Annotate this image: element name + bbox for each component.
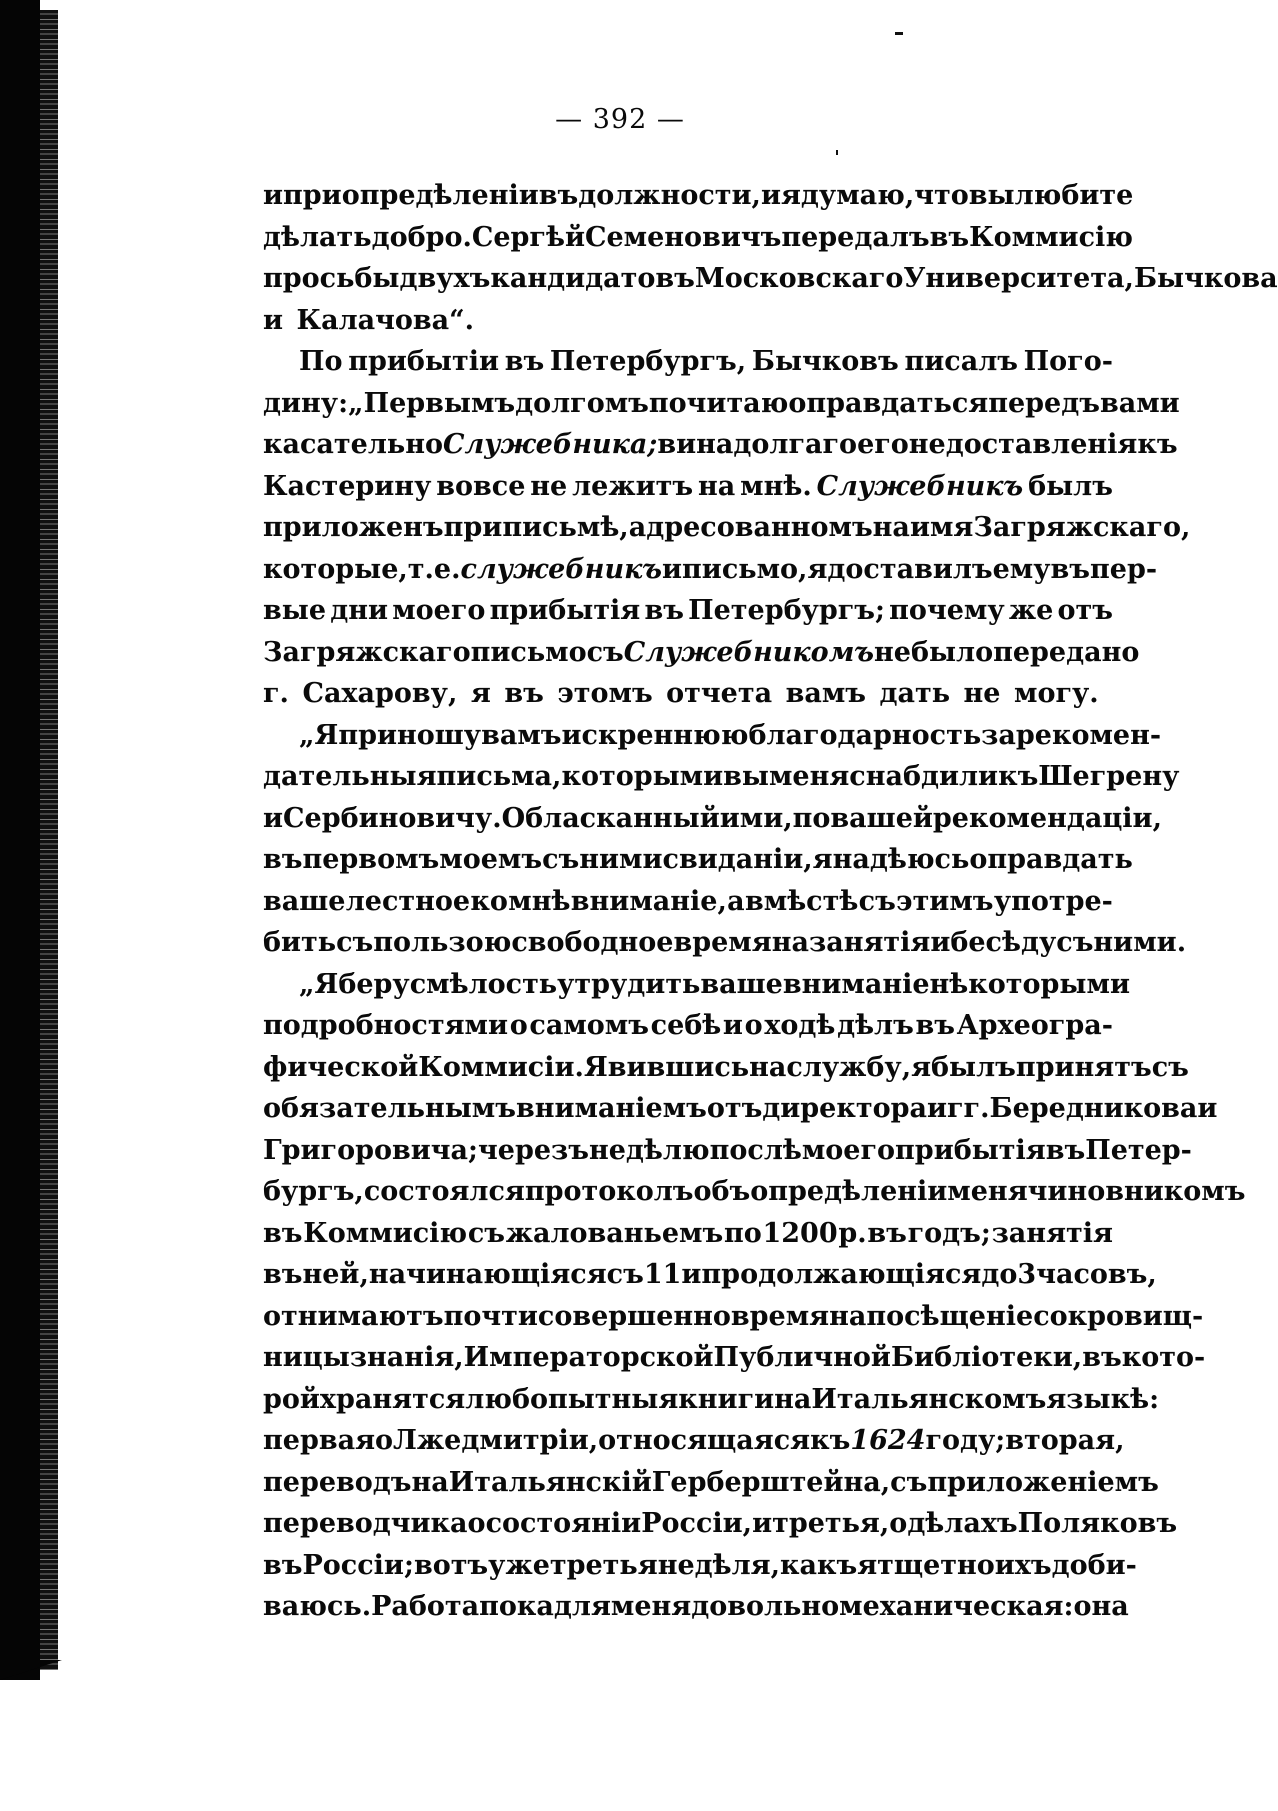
text-line: бить съ пользою свободное время на занятія и бесѣду съ ними. <box>263 927 1187 958</box>
text-line: Григоровича; черезъ недѣлю послѣ моего прибытія въ Петер- <box>263 1134 1192 1166</box>
text-line: „Я беру смѣлость утрудить ваше вниманіе нѣкоторыми <box>299 968 1130 1000</box>
text-line: дину: „Первымъ долгомъ почитаю оправдаться передъ вами <box>263 387 1180 419</box>
text-line: просьбы двухъ кандидатовъ Московскаго Университета, Бычкова <box>263 263 1278 294</box>
text-line: вые дни моего прибытія въ Петербургъ; почему же отъ <box>263 595 1113 626</box>
text-line: „Я приношу вамъ искреннюю благодарность за рекомен- <box>299 719 1162 751</box>
text-line: касательно Служебника; вина долгаго его недоставленія къ <box>263 429 1178 460</box>
text-line: обязательнымъ вниманіемъ отъ директора и гг. Бередникова и <box>263 1093 1218 1124</box>
text-line: Кастерину вовсе не лежитъ на мнѣ. Служебникъ былъ <box>263 470 1113 502</box>
spine-texture <box>40 10 58 1670</box>
text-line: въ первомъ моемъ съ ними свиданіи, я надѣюсь оправдать <box>263 844 1133 875</box>
spine-shadow <box>0 0 40 1680</box>
text-line: въ ней, начинающіяся съ 11 и продолжающіяся до 3 часовъ, <box>263 1259 1157 1290</box>
page-number: — 392 — <box>555 104 685 135</box>
text-line: первая о Лжедмитріи, относящаяся къ 1624 году; вторая, <box>263 1425 1125 1456</box>
text-line: ваюсь. Работа пока для меня довольно механическая: она <box>263 1591 1129 1622</box>
text-line: ваше лестное ко мнѣ вниманіе, а вмѣстѣ съ этимъ употре- <box>263 885 1113 917</box>
text-line: приложенъ при письмѣ, адресованномъ на имя Загряжскаго, <box>263 512 1191 543</box>
text-line: подробностями о самомъ себѣ и о ходѣ дѣлъ въ Археогра- <box>263 1010 1113 1041</box>
text-line: дательныя письма, которыми вы меня снабдили къ Шегрену <box>263 761 1180 792</box>
text-line: въ Коммисію съ жалованьемъ по 1200 р. въ годъ; занятія <box>263 1217 1113 1249</box>
text-line: ницы знанія, Императорской Публичной Библіотеки, въ кото- <box>263 1342 1206 1373</box>
text-line: г. Сахарову, я въ этомъ отчета вамъ дать не могу. <box>263 678 1099 709</box>
text-line: въ Россіи; вотъ уже третья недѣля, какъ я тщетно ихъ доби- <box>263 1549 1137 1581</box>
text-line: По прибытіи въ Петербургъ, Бычковъ писалъ Пого- <box>299 346 1113 377</box>
spine-foot <box>0 1660 62 1680</box>
text-line: и при опредѣленіи въ должности, и я думаю, что вы любите <box>263 180 1134 211</box>
scan-speck <box>895 32 903 35</box>
page-body-text <box>263 175 1278 1628</box>
text-line: Загряжскаго письмо съ Служебникомъ не было передано <box>263 636 1140 668</box>
text-line: дѣлать добро. Сергѣй Семеновичъ передалъ въ Коммисію <box>263 221 1133 253</box>
text-line: фической Коммисіи. Явившись на службу, я былъ принятъ съ <box>263 1051 1189 1083</box>
scan-speck <box>836 150 838 155</box>
text-line: отнимаютъ почти совершенно время на посѣщеніе сокровищ- <box>263 1300 1204 1332</box>
text-line: бургъ, состоялся протоколъ объ опредѣленіи меня чиновникомъ <box>263 1176 1246 1207</box>
text-line: переводъ на Итальянскій Герберштейна, съ приложеніемъ <box>263 1466 1159 1498</box>
text-line: которые, т. е. служебникъ и письмо, я доставилъ ему въ пер- <box>263 553 1158 585</box>
text-line: переводчика о состояніи Россіи, и третья, о дѣлахъ Поляковъ <box>263 1508 1178 1539</box>
text-line: рой хранятся любопытныя книги на Итальянскомъ языкѣ: <box>263 1383 1160 1415</box>
binding-edge <box>0 0 62 1811</box>
text-line: и Калачова“. <box>263 304 475 336</box>
text-line: и Сербиновичу. Обласканный ими, по вашей рекомендаціи, <box>263 802 1162 834</box>
